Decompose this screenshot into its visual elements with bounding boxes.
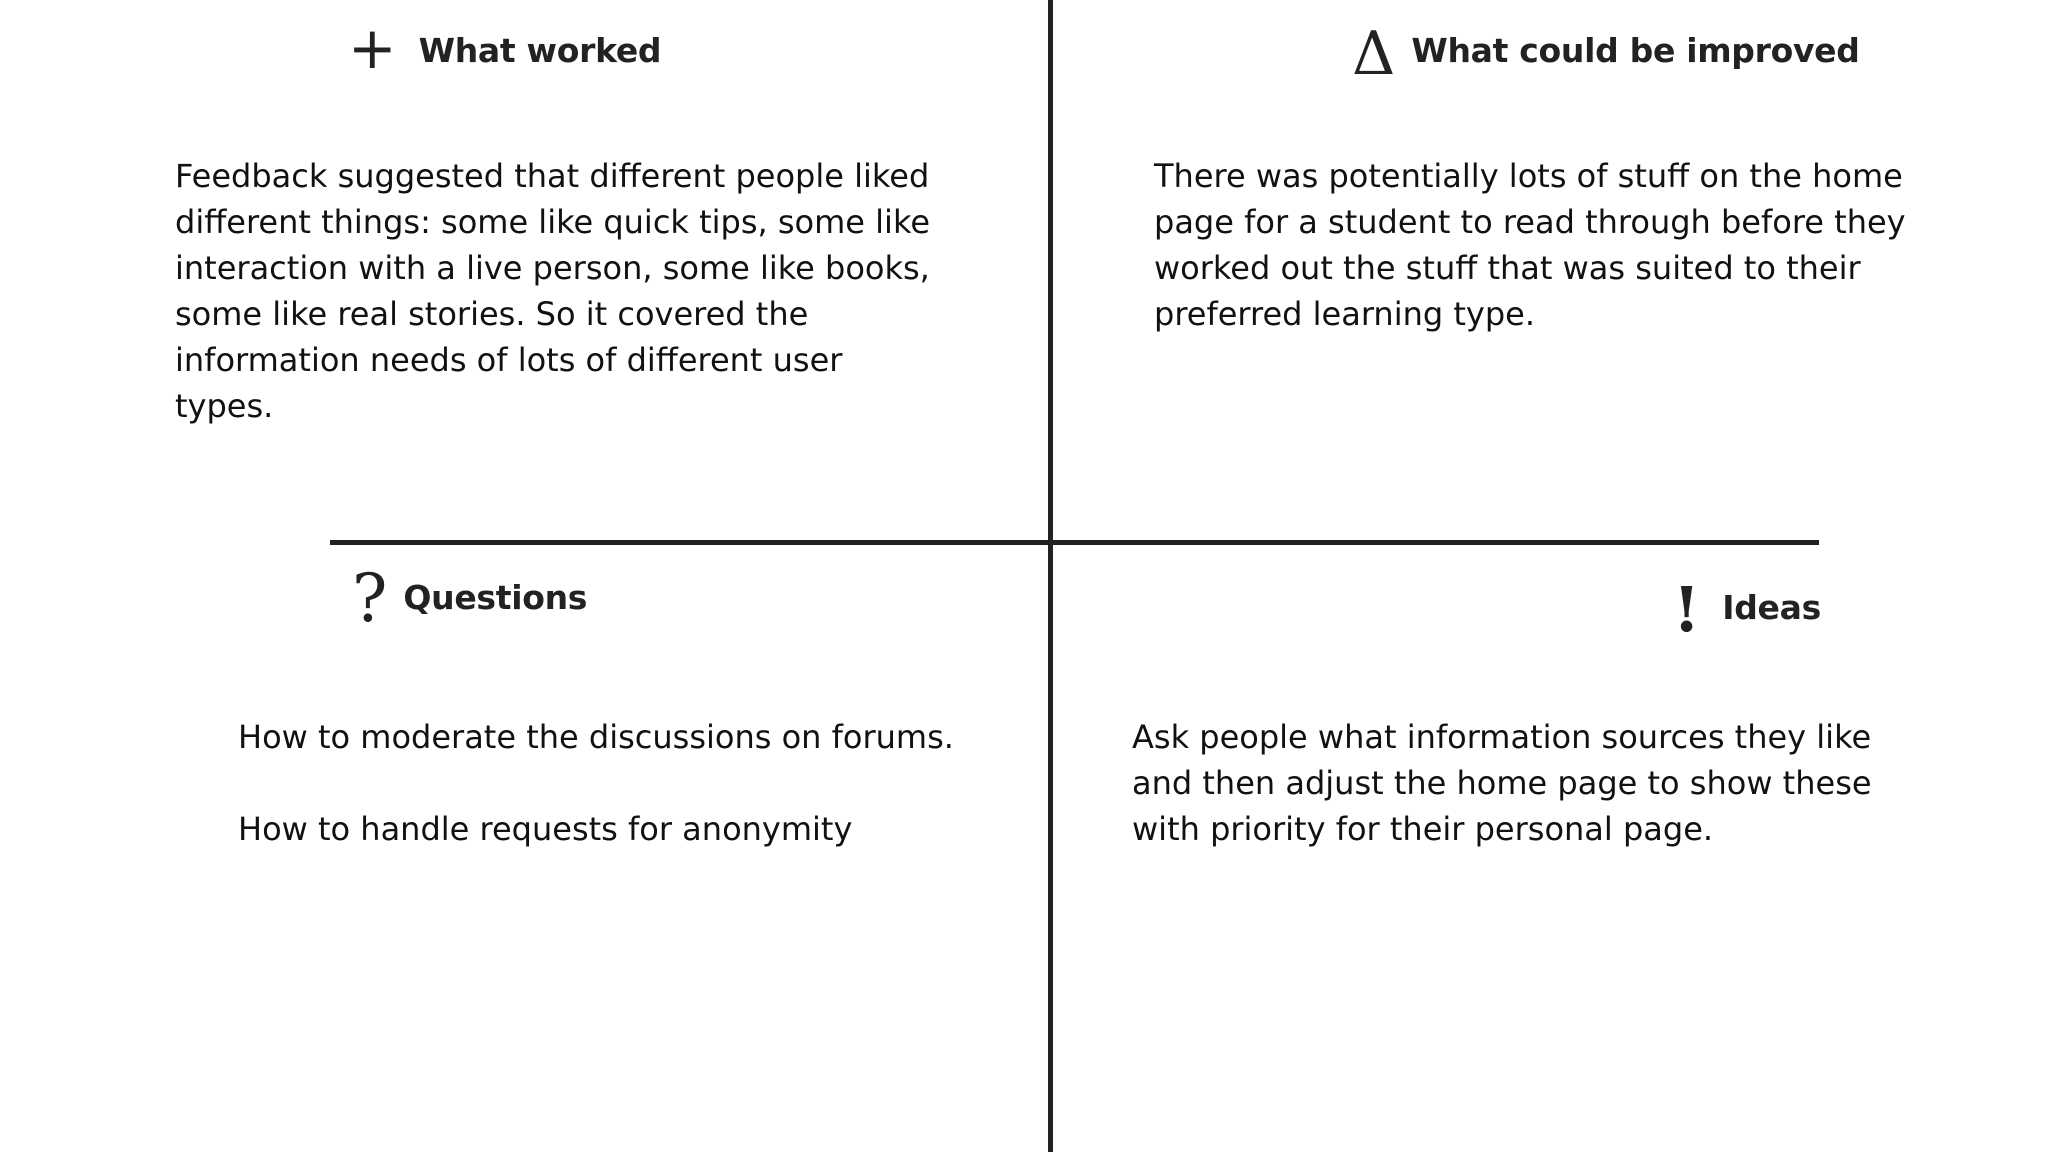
question-mark-icon: ? [352, 560, 388, 637]
question-item: How to handle requests for anonymity [238, 810, 853, 848]
delta-icon: Δ [1352, 19, 1396, 89]
what-worked-text: Feedback suggested that different people liked different things: some like quick tips, some like interaction with a live person, some like books, some like real stories. So it covered the information needs of lots of different user types. [175, 157, 931, 425]
plus-icon: + [348, 14, 397, 82]
ideas-text: Ask people what information sources they like and then adjust the home page to show these with priority for their personal page. [1132, 718, 1872, 848]
what-worked-title: What worked [418, 30, 662, 70]
vertical-divider [1048, 0, 1053, 1152]
what-could-be-improved-text: There was potentially lots of stuff on the home page for a student to read through before they worked out the stuff that was suited to their preferred learning type. [1154, 157, 1906, 333]
horizontal-divider [330, 540, 1819, 545]
questions-title: Questions [403, 577, 588, 617]
ideas-title: Ideas [1722, 587, 1821, 627]
what-worked-heading [348, 14, 662, 82]
ideas-heading [1673, 572, 1821, 646]
questions-heading [352, 560, 588, 637]
exclamation-icon: ! [1673, 573, 1701, 646]
question-item: How to moderate the discussions on forums. [238, 718, 954, 756]
what-could-be-improved-heading [1352, 19, 1860, 89]
what-could-be-improved-title: What could be improved [1411, 30, 1860, 70]
questions-list [238, 714, 954, 852]
